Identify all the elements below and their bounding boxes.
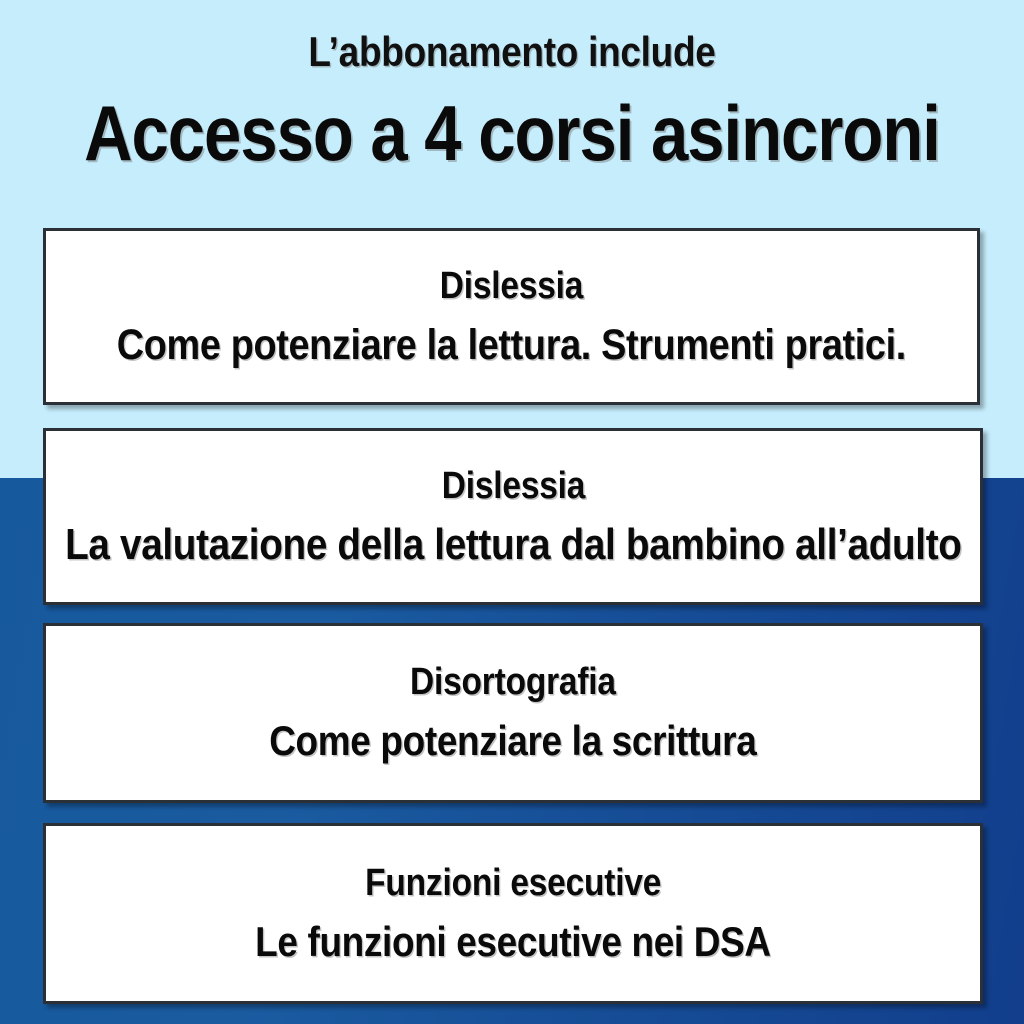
course-card [43, 428, 983, 605]
course-card-subtitle: La valutazione della lettura dal bambino all’adulto [64, 519, 962, 569]
course-card-title: Disortografia [410, 661, 616, 703]
course-card-subtitle: Le funzioni esecutive nei DSA [255, 917, 771, 965]
header-block [0, 0, 1024, 180]
course-card-subtitle: Come potenziare la scrittura [269, 717, 757, 764]
course-card-title: Funzioni esecutive [364, 861, 661, 904]
course-card [43, 623, 983, 803]
page-title: Accesso a 4 corsi asincroni [84, 89, 940, 177]
course-card [43, 823, 983, 1004]
course-card-title: Dislessia [439, 264, 584, 307]
course-card [43, 228, 980, 405]
eyebrow-text: L’abbonamento include [308, 28, 716, 75]
course-card-title: Dislessia [441, 464, 585, 507]
course-card-subtitle: Come potenziare la lettura. Strumenti pratici. [116, 320, 907, 369]
